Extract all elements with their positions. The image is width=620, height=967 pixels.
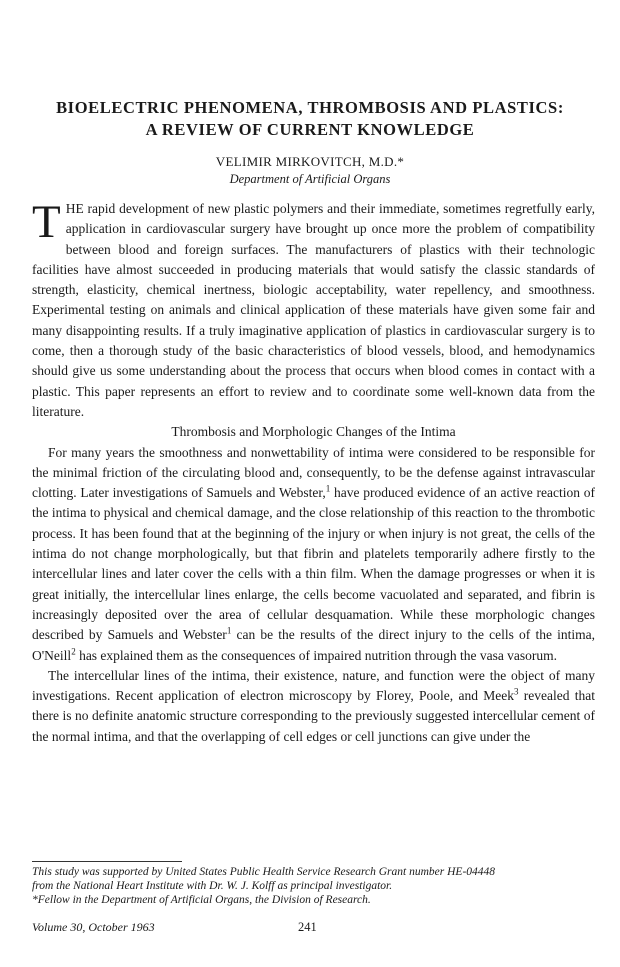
body-paragraph-2 <box>32 443 595 666</box>
page-number: 241 <box>298 920 317 934</box>
author-affiliation: Department of Artificial Organs <box>229 172 391 186</box>
footnote-line: *Fellow in the Department of Artificial Organs, the Division of Research. <box>32 894 371 906</box>
reference-marker: 2 <box>71 646 76 657</box>
author-name: VELIMIR MIRKOVITCH, M.D.* <box>215 154 405 169</box>
paragraph-text: has explained them as the consequences of impaired nutrition through the vasa vasorum. <box>75 647 558 663</box>
footnote-line: This study was supported by United States Public Health Service Research Grant number HE-04448 <box>32 866 496 878</box>
article-title-line-2: A REVIEW OF CURRENT KNOWLEDGE <box>145 120 475 139</box>
footnote-line: from the National Heart Institute with Dr. W. J. Kolff as principal investigator. <box>32 880 393 892</box>
footnotes <box>32 865 595 907</box>
journal-volume: Volume 30, October 1963 <box>32 920 155 934</box>
paragraph-text: revealed that there is no definite anatomic structure corresponding to the previously suggested intercellular cement of the normal intima, and that the overlapping of cell edges or cell junctions can give under the <box>32 688 595 744</box>
footnote-divider <box>32 861 182 862</box>
body-paragraph-3 <box>32 666 595 747</box>
intro-paragraph <box>32 196 595 422</box>
reference-marker: 3 <box>513 686 519 697</box>
reference-marker: 1 <box>325 483 331 494</box>
section-heading: Thrombosis and Morphologic Changes of the Intima <box>171 424 456 440</box>
paragraph-text: For many years the smoothness and nonwettability of intima were considered to be responsible for the minimal friction of the circulating blood and, consequently, to be the defense against intravascular clotting. Later investigations of Samuels and Webster, <box>32 444 595 501</box>
article-body <box>32 196 595 747</box>
intro-text: HE rapid development of new plastic polymers and their immediate, sometimes regretfully early, application in cardiovascular surgery have brought up once more the problem of compatibility between blood and foreign surfaces. The manufacturers of plastics with their technologic facilities have almost succeeded in producing materials that would satisfy the classic standards of strength, elasticity, chemical inertness, biologic acceptability, water repellency, and smoothness. Experimental testing on animals and clinical application of these materials have given some fair and many disappointing results. If a truly imaginative application of plastics in cardiovascular surgery is to come, then a thorough study of the basic characteristics of blood vessels, blood, and hemodynamics should give us some understanding about the process that occurs when blood comes in contact with a plastic. This paper represents an effort to review and to coordinate some well-known data from the literature. <box>32 201 595 419</box>
paragraph-text: can be the results of the direct injury to the cells of the intima, O'Neill <box>32 627 595 663</box>
article-title-line-1: BIOELECTRIC PHENOMENA, THROMBOSIS AND PLASTICS: <box>56 98 564 117</box>
drop-cap: T <box>32 196 61 248</box>
paragraph-text: have produced evidence of an active reaction of the intima to physical and chemical damage, and the close relationship of this reaction to the thrombotic process. It has been found that at the beginning of the injury or when injury is not great, the cells of the intima do not change morphologically, but that fibrin and platelets temporarily adhere firstly to the intercellular lines and later cover the cells with a thin film. When the damage progresses or when it is great initially, the intercellular lines enlarge, the cells become vacuolated and separated, and fibrin is increasingly deposited over the area of cellular desquamation. While these morphologic changes described by Samuels and Webster <box>32 485 595 643</box>
reference-marker: 1 <box>226 625 232 636</box>
paragraph-text: The intercellular lines of the intima, their existence, nature, and function were the object of many investigations. Recent application of electron microscopy by Florey, Poole, and Meek <box>32 667 595 704</box>
